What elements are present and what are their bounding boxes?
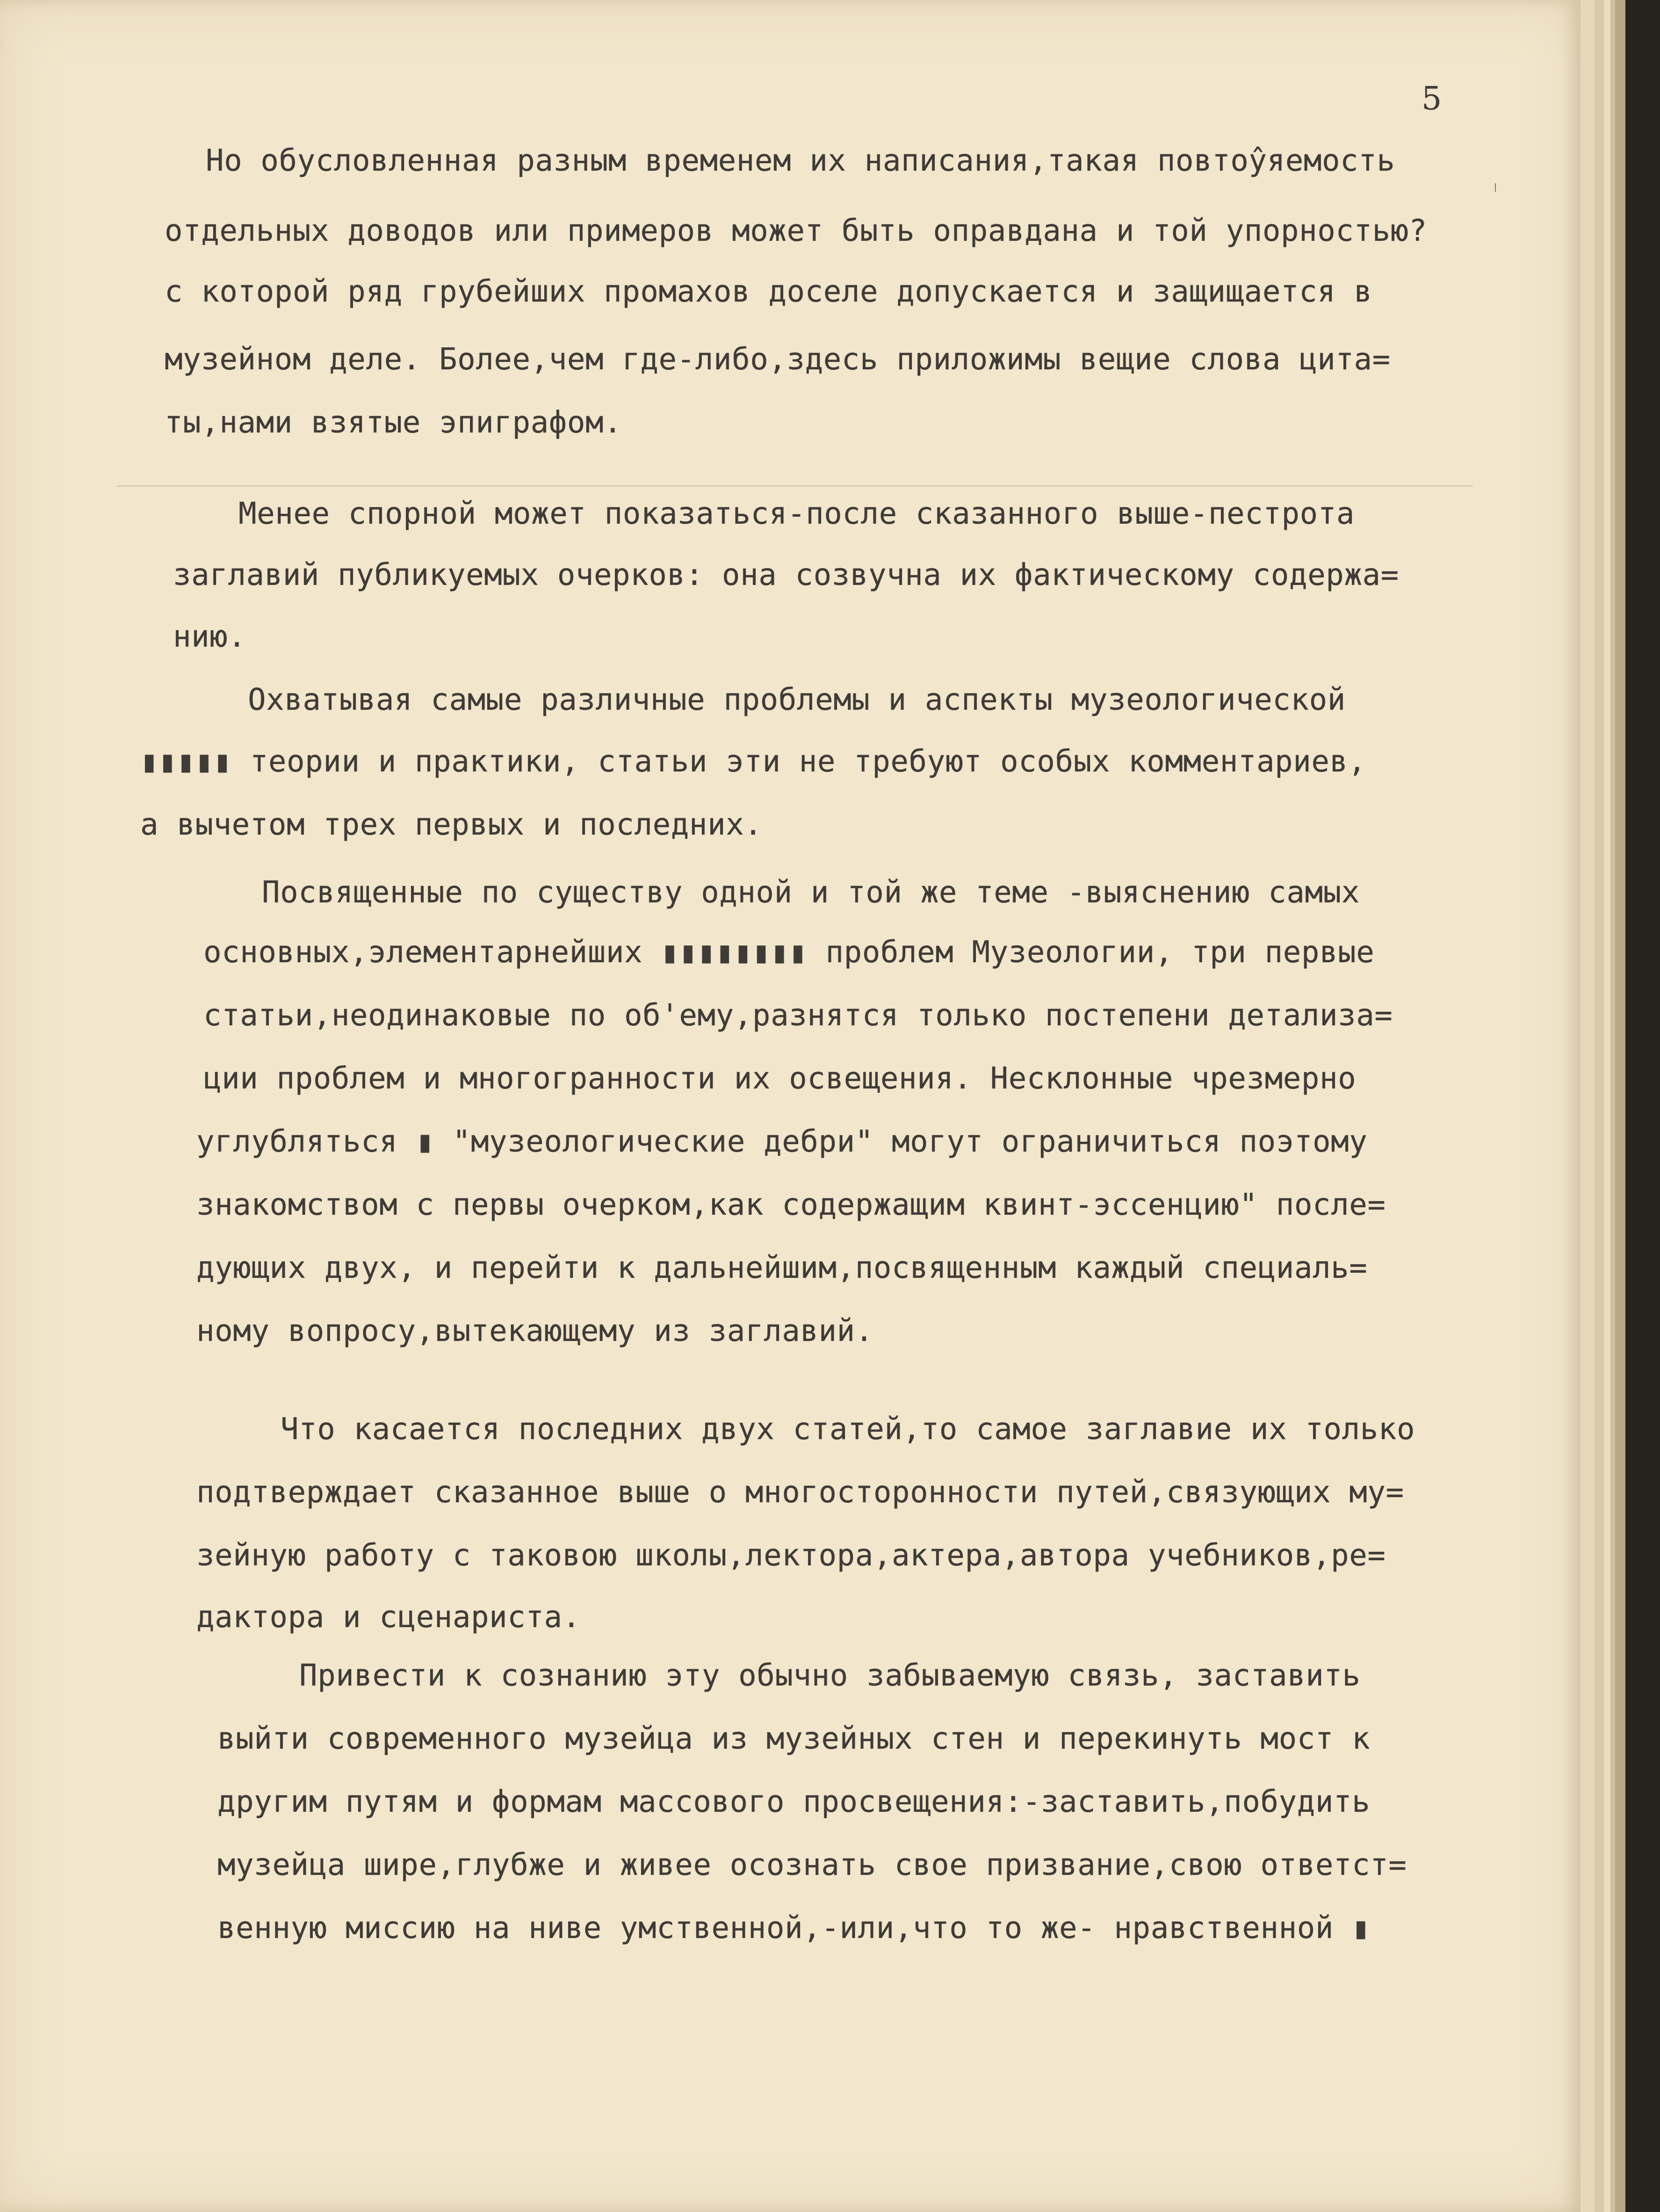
text-line: отдельных доводов или примеров может быть оправдана и той упорностью? — [165, 214, 1428, 248]
text-line: Привести к сознанию эту обычно забываемую связь, заставить — [299, 1658, 1361, 1693]
text-line: ▮▮▮▮▮ теории и практики, статьи эти не требуют особых комментариев, — [140, 744, 1366, 779]
pencil-mark: ᛧ — [1490, 174, 1501, 195]
text-line: знакомством с первы очерком,как содержащим квинт-эссенцию" после= — [196, 1188, 1386, 1222]
text-line: Но обусловленная разным временем их написания,такая повтоŷяемость — [206, 144, 1395, 178]
text-line: ному вопросу,вытекающему из заглавий. — [196, 1314, 873, 1348]
text-line: нию. — [173, 620, 246, 654]
text-line: другим путям и формам массового просвещения:-заставить,побудить — [217, 1785, 1371, 1819]
text-line: углубляться ▮ "музеологические дебри" могут ограничиться поэтому — [196, 1124, 1368, 1159]
sheet-edge — [1610, 0, 1615, 2212]
sheet-edge — [1615, 0, 1625, 2212]
show-through-mark — [117, 485, 1473, 487]
text-line: с которой ряд грубейших промахов доселе допускается и защищается в — [165, 274, 1372, 309]
text-line: ции проблем и многогранности их освещения. Несклонные чрезмерно — [203, 1061, 1357, 1096]
text-line: дактора и сценариста. — [196, 1600, 581, 1635]
sheet-edge — [1604, 0, 1610, 2212]
text-line: а вычетом трех первых и последних. — [140, 807, 763, 842]
text-line: подтверждает сказанное выше о многосторонности путей,связующих му= — [196, 1475, 1404, 1510]
text-line: заглавий публикуемых очерков: она созвучна их фактическому содержа= — [173, 558, 1399, 592]
text-line: дующих двух, и перейти к дальнейшим,посвященным каждый специаль= — [196, 1251, 1368, 1285]
sheet-edge — [1595, 0, 1604, 2212]
text-line: Менее спорной может показаться-после сказанного выше-пестрота — [238, 497, 1355, 531]
text-line: Охватывая самые различные проблемы и аспекты музеологической — [248, 683, 1346, 717]
text-line: выйти современного музейца из музейных стен и перекинуть мост к — [217, 1722, 1371, 1756]
text-line: Что касается последних двух статей,то самое заглавие их только — [281, 1412, 1415, 1447]
text-line: музейца шире,глубже и живее осознать свое призвание,свою ответст= — [217, 1848, 1407, 1882]
text-line: ты,нами взятые эпиграфом. — [165, 405, 622, 440]
text-line: зейную работу с таковою школы,лектора,актера,автора учебников,ре= — [196, 1538, 1386, 1573]
text-line: музейном деле. Более,чем где-либо,здесь приложимы вещие слова цита= — [165, 342, 1391, 377]
text-line: венную миссию на ниве умственной,-или,что то же- нравственной ▮ — [217, 1911, 1371, 1945]
background-shadow — [1625, 0, 1660, 2212]
text-line: основных,элементарнейших ▮▮▮▮▮▮▮▮ проблем Музеологии, три первые — [203, 935, 1375, 970]
text-line: Посвященные по существу одной и той же теме -выяснению самых — [262, 875, 1360, 910]
text-line: статьи,неодинаковые по об'ему,разнятся только постепени детализа= — [203, 998, 1393, 1033]
sheet-edge — [1581, 0, 1595, 2212]
page-number: 5 — [1422, 80, 1442, 117]
